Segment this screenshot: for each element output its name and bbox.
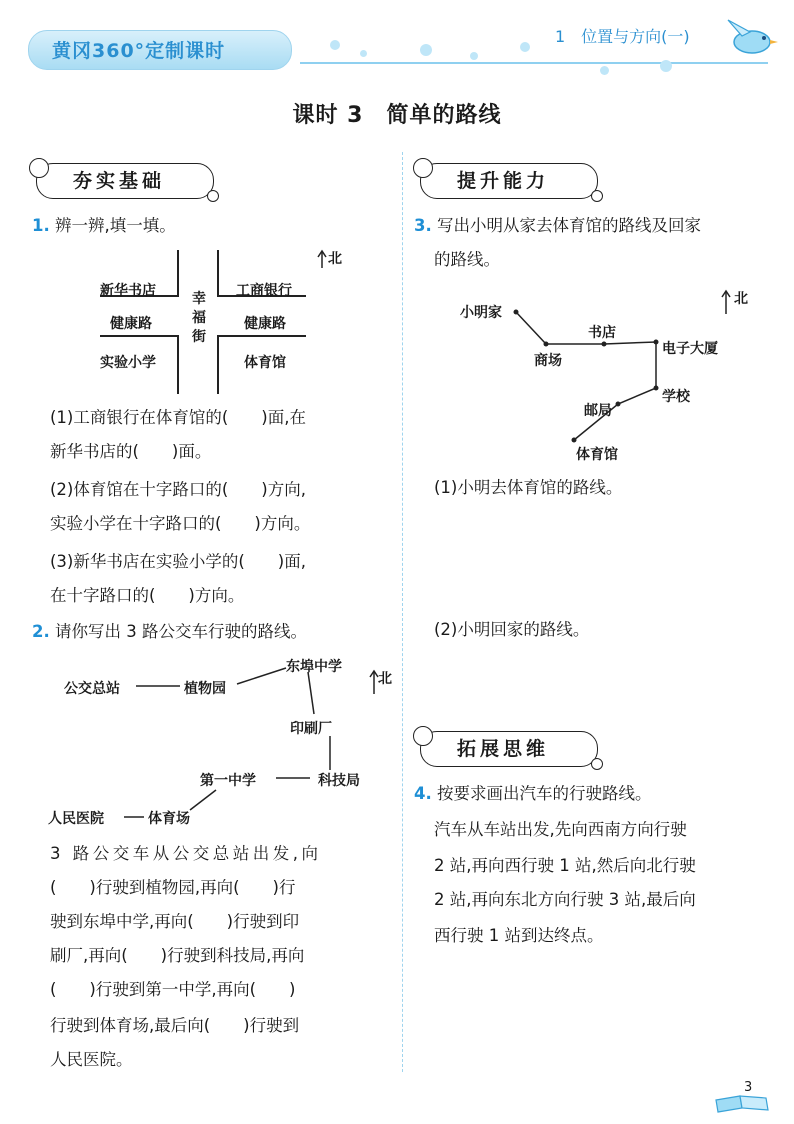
q2-stadium: 体育场 [148, 811, 190, 827]
q3-gymnasium: 体育馆 [576, 447, 618, 463]
q3-text-1: 写出小明从家去体育馆的路线及回家 [437, 216, 701, 235]
q2-dongfu-middle-school: 东埠中学 [286, 659, 342, 675]
q1-text: 辨一辨,填一填。 [55, 216, 176, 235]
q2-line-7: 人民医院。 [50, 1050, 133, 1069]
bird-icon [720, 14, 780, 62]
q2-number: 2. [32, 622, 50, 641]
bubble-decoration [660, 60, 672, 72]
header-brand: 黄冈360°定制课时 [52, 40, 226, 62]
q1-icbc-bank: 工商银行 [236, 283, 292, 299]
q2-line-5: ( )行驶到第一中学,再向( ) [50, 980, 296, 999]
q1-line-5: (3)新华书店在实验小学的( )面, [50, 552, 306, 571]
q1-line-3: (2)体育馆在十字路口的( )方向, [50, 480, 306, 499]
q2-text: 请你写出 3 路公交车行驶的路线。 [55, 622, 307, 641]
q2-printing-factory: 印刷厂 [290, 721, 332, 737]
q4-line-2: 2 站,再向西行驶 1 站,然后向北行驶 [434, 856, 696, 875]
q3-number: 3. [414, 216, 432, 235]
q2-line-2: ( )行驶到植物园,再向( )行 [50, 878, 296, 897]
q1-xingfu-street: 幸福街 [192, 291, 206, 345]
q1-east-road: 健康路 [244, 316, 286, 332]
q3-prompt [414, 210, 701, 242]
q2-botanical-garden: 植物园 [184, 681, 226, 697]
q1-prompt [32, 210, 176, 242]
bubble-decoration [330, 40, 340, 50]
q2-north-label: 北 [378, 671, 392, 687]
q2-line-6: 行驶到体育场,最后向( )行驶到 [50, 1016, 300, 1035]
header-chapter: 1 位置与方向(一) [555, 27, 690, 46]
q3-sub1: (1)小明去体育馆的路线。 [434, 478, 623, 497]
bubble-decoration [470, 52, 478, 60]
q1-west-road: 健康路 [110, 316, 152, 332]
section-basic: 夯实基础 [36, 163, 214, 199]
q3-xiaoming-home: 小明家 [460, 305, 502, 321]
q3-sub2: (2)小明回家的路线。 [434, 620, 590, 639]
q1-number: 1. [32, 216, 50, 235]
q1-line-4: 实验小学在十字路口的( )方向。 [50, 514, 311, 533]
q3-bookstore: 书店 [588, 325, 616, 341]
q2-line-3: 驶到东埠中学,再向( )行驶到印 [50, 912, 300, 931]
q1-line-1: (1)工商银行在体育馆的( )面,在 [50, 408, 306, 427]
q1-line-6: 在十字路口的( )方向。 [50, 586, 245, 605]
column-divider [402, 152, 403, 1072]
q2-prompt [32, 616, 307, 648]
q1-experimental-school: 实验小学 [100, 355, 156, 371]
page-number: 3 [744, 1080, 753, 1095]
bubble-decoration [520, 42, 530, 52]
q2-bus-terminal: 公交总站 [64, 681, 120, 697]
q4-text: 按要求画出汽车的行驶路线。 [437, 784, 652, 803]
q1-xinhua-bookstore: 新华书店 [100, 283, 156, 299]
q2-first-middle-school: 第一中学 [200, 773, 256, 789]
q4-prompt [414, 778, 652, 810]
q4-line-1: 汽车从车站出发,先向西南方向行驶 [434, 820, 687, 839]
q2-tech-bureau: 科技局 [318, 773, 360, 789]
q1-north-label: 北 [328, 251, 342, 267]
lesson-title: 课时 3 简单的路线 [292, 103, 502, 128]
book-icon [712, 1092, 772, 1114]
bubble-decoration [600, 66, 609, 75]
header-rule [300, 62, 768, 64]
q4-number: 4. [414, 784, 432, 803]
q3-mall: 商场 [534, 353, 562, 369]
q1-gymnasium: 体育馆 [244, 355, 286, 371]
q3-north-label: 北 [734, 291, 748, 307]
q1-line-2: 新华书店的( )面。 [50, 442, 212, 461]
q3-electronics-building: 电子大厦 [662, 341, 718, 357]
q3-school: 学校 [662, 389, 690, 405]
q2-peoples-hospital: 人民医院 [48, 811, 104, 827]
q2-bus-route-map [40, 650, 400, 830]
q4-line-4: 西行驶 1 站到达终点。 [434, 926, 604, 945]
bubble-decoration [360, 50, 367, 57]
q2-line-1: 3 路公交车从公交总站出发,向 [50, 844, 322, 863]
bubble-decoration [420, 44, 432, 56]
section-improve: 提升能力 [420, 163, 598, 199]
section-extend: 拓展思维 [420, 731, 598, 767]
q2-line-4: 刷厂,再向( )行驶到科技局,再向 [50, 946, 305, 965]
q3-post-office: 邮局 [584, 403, 612, 419]
q3-text-2: 的路线。 [434, 250, 500, 269]
q4-line-3: 2 站,再向东北方向行驶 3 站,最后向 [434, 890, 696, 909]
